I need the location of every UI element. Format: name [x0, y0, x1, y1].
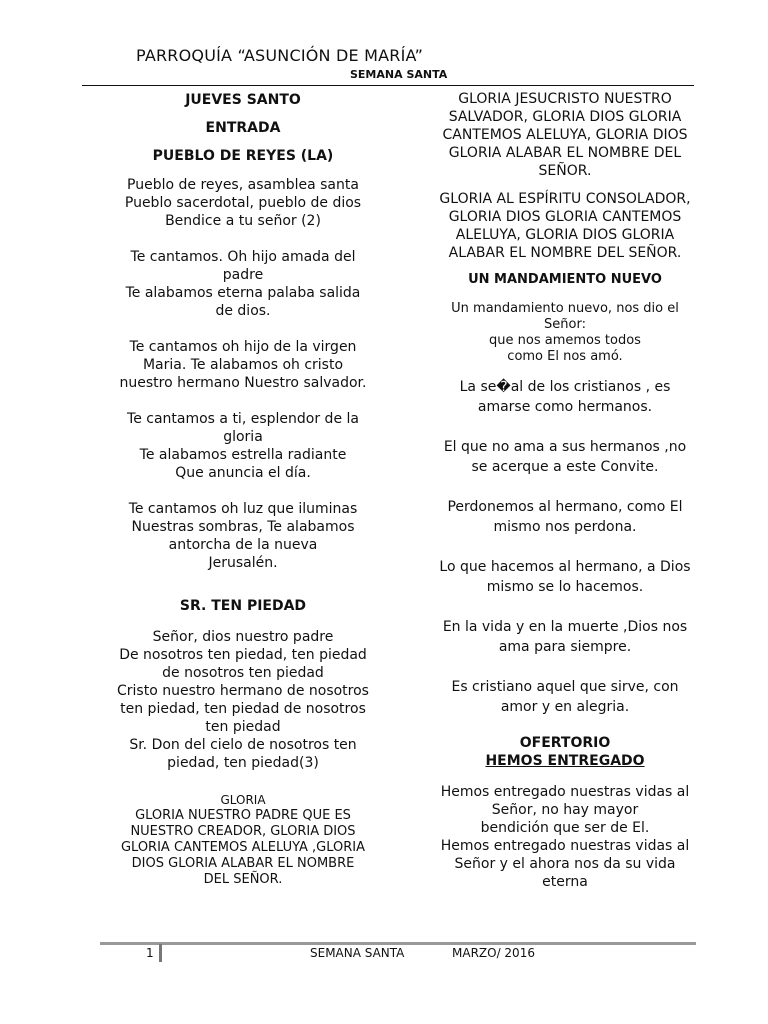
lyric-line: GLORIA JESUCRISTO NUESTRO — [458, 91, 672, 107]
lyric-line: Un mandamiento nuevo, nos dio el — [451, 301, 679, 316]
song-stanza — [420, 677, 710, 717]
section-heading-entrada: ENTRADA — [205, 120, 281, 136]
lyric-line: bendición que ser de El. — [480, 820, 650, 836]
lyric-line: Te cantamos. Oh hijo amada del — [130, 249, 356, 265]
song-title-ten-piedad: SR. TEN PIEDAD — [179, 598, 307, 614]
lyric-line: Te alabamos eterna palaba salida — [125, 285, 361, 301]
lyric-line: de dios. — [215, 303, 271, 319]
lyric-line: Señor y el ahora nos da su vida — [454, 856, 676, 872]
song-stanza — [420, 377, 710, 417]
song-stanza — [102, 410, 384, 482]
lyric-line: ten piedad, ten piedad de nosotros — [120, 701, 366, 717]
lyric-line: Lo que hacemos al hermano, a Dios — [439, 559, 691, 575]
page-header-title: PARROQUÍA “ASUNCIÓN DE MARÍA” — [136, 46, 424, 65]
lyric-line: amor y en alegria. — [500, 699, 630, 715]
page-number-bar — [159, 944, 162, 962]
lyric-line: nuestro hermano Nuestro salvador. — [119, 375, 367, 391]
lyric-line: SEÑOR. — [538, 163, 592, 179]
lyric-line: En la vida y en la muerte ,Dios nos — [442, 619, 688, 635]
lyric-line: SALVADOR, GLORIA DIOS GLORIA — [448, 109, 682, 125]
song-stanza — [102, 338, 384, 392]
gloria-stanza — [420, 190, 710, 262]
lyric-line: gloria — [223, 429, 263, 445]
lyric-line: que nos amemos todos — [489, 333, 641, 348]
lyric-line: DIOS GLORIA ALABAR EL NOMBRE — [131, 856, 355, 871]
section-heading-ofertorio: OFERTORIO — [519, 735, 611, 751]
song-title-pueblo-de-reyes: PUEBLO DE REYES (LA) — [152, 148, 334, 164]
footer-divider — [100, 942, 696, 945]
lyric-line: Te alabamos estrella radiante — [139, 447, 347, 463]
song-stanza — [420, 497, 710, 537]
lyric-line: ama para siempre. — [498, 639, 632, 655]
lyric-line: se acerque a este Convite. — [471, 459, 659, 475]
lyric-line: NUESTRO CREADOR, GLORIA DIOS — [130, 824, 356, 839]
lyric-line: Perdonemos al hermano, como El — [447, 499, 683, 515]
lyric-line: mismo nos perdona. — [493, 519, 637, 535]
lyric-line: Maria. Te alabamos oh cristo — [142, 357, 344, 373]
page-number: 1 — [146, 946, 154, 960]
left-column — [102, 88, 384, 888]
lyric-line: Nuestras sombras, Te alabamos — [131, 519, 355, 535]
lyric-line: La se�al de los cristianos , es — [459, 379, 671, 395]
footer-date: MARZO/ 2016 — [452, 946, 535, 960]
lyric-line: Te cantamos a ti, esplendor de la — [127, 411, 359, 427]
lyric-line: Hemos entregado nuestras vidas al — [440, 784, 690, 800]
song-stanza — [102, 248, 384, 320]
footer-text: SEMANA SANTA — [310, 946, 405, 960]
gloria-continued — [420, 90, 710, 180]
song-stanza — [102, 628, 384, 772]
lyric-line: GLORIA AL ESPÍRITU CONSOLADOR, — [439, 191, 691, 207]
lyric-line: como El nos amó. — [507, 349, 623, 364]
lyric-line: Bendice a tu señor (2) — [165, 213, 321, 229]
lyric-line: Que anuncia el día. — [175, 465, 311, 481]
day-heading: JUEVES SANTO — [185, 92, 301, 108]
song-stanza — [420, 557, 710, 597]
header-divider — [82, 85, 694, 86]
lyric-line: ALABAR EL NOMBRE DEL SEÑOR. — [448, 245, 682, 261]
song-stanza — [420, 783, 710, 891]
lyric-line: Es cristiano aquel que sirve, con — [451, 679, 679, 695]
lyric-line: Pueblo de reyes, asamblea santa — [127, 177, 359, 193]
lyric-line: GLORIA DIOS GLORIA CANTEMOS — [448, 209, 682, 225]
lyric-line: eterna — [542, 874, 588, 890]
lyric-line: antorcha de la nueva — [168, 537, 318, 553]
lyric-line: ALELUYA, GLORIA DIOS GLORIA — [455, 227, 675, 243]
song-title-mandamiento: UN MANDAMIENTO NUEVO — [468, 272, 662, 287]
lyric-line: Pueblo sacerdotal, pueblo de dios — [124, 195, 362, 211]
lyric-line: DEL SEÑOR. — [203, 872, 283, 887]
lyric-line: GLORIA CANTEMOS ALELUYA ,GLORIA — [120, 840, 366, 855]
lyric-line: padre — [222, 267, 264, 283]
lyric-line: mismo se lo hacemos. — [486, 579, 644, 595]
song-stanza — [102, 176, 384, 230]
right-column — [420, 88, 710, 891]
lyric-line: CANTEMOS ALELUYA, GLORIA DIOS — [442, 127, 688, 143]
lyric-line: Señor, dios nuestro padre — [152, 629, 334, 645]
lyric-line: piedad, ten piedad(3) — [167, 755, 319, 771]
song-stanza — [102, 500, 384, 572]
song-intro — [420, 301, 710, 365]
lyric-line: Hemos entregado nuestras vidas al — [440, 838, 690, 854]
lyric-line: Te cantamos oh luz que iluminas — [128, 501, 358, 517]
lyric-line: amarse como hermanos. — [477, 399, 653, 415]
song-stanza — [420, 617, 710, 657]
lyric-line: Señor: — [544, 317, 586, 332]
lyric-line: De nosotros ten piedad, ten piedad — [119, 647, 367, 663]
lyric-line: Señor, no hay mayor — [491, 802, 639, 818]
lyric-line: Jerusalén. — [208, 555, 278, 571]
lyric-line: ten piedad — [205, 719, 281, 735]
lyric-line: Te cantamos oh hijo de la virgen — [129, 339, 357, 355]
lyric-line: GLORIA NUESTRO PADRE QUE ES — [135, 808, 351, 823]
lyric-line: GLORIA ALABAR EL NOMBRE DEL — [448, 145, 682, 161]
gloria-title: GLORIA — [220, 793, 266, 807]
lyric-line: de nosotros ten piedad — [162, 665, 324, 681]
gloria-text — [102, 808, 384, 888]
page-header-subtitle: SEMANA SANTA — [350, 68, 448, 81]
lyric-line: Cristo nuestro hermano de nosotros — [117, 683, 369, 699]
song-stanza — [420, 437, 710, 477]
lyric-line: Sr. Don del cielo de nosotros ten — [129, 737, 357, 753]
lyric-line: El que no ama a sus hermanos ,no — [443, 439, 687, 455]
song-title-hemos-entregado: HEMOS ENTREGADO — [485, 753, 645, 769]
